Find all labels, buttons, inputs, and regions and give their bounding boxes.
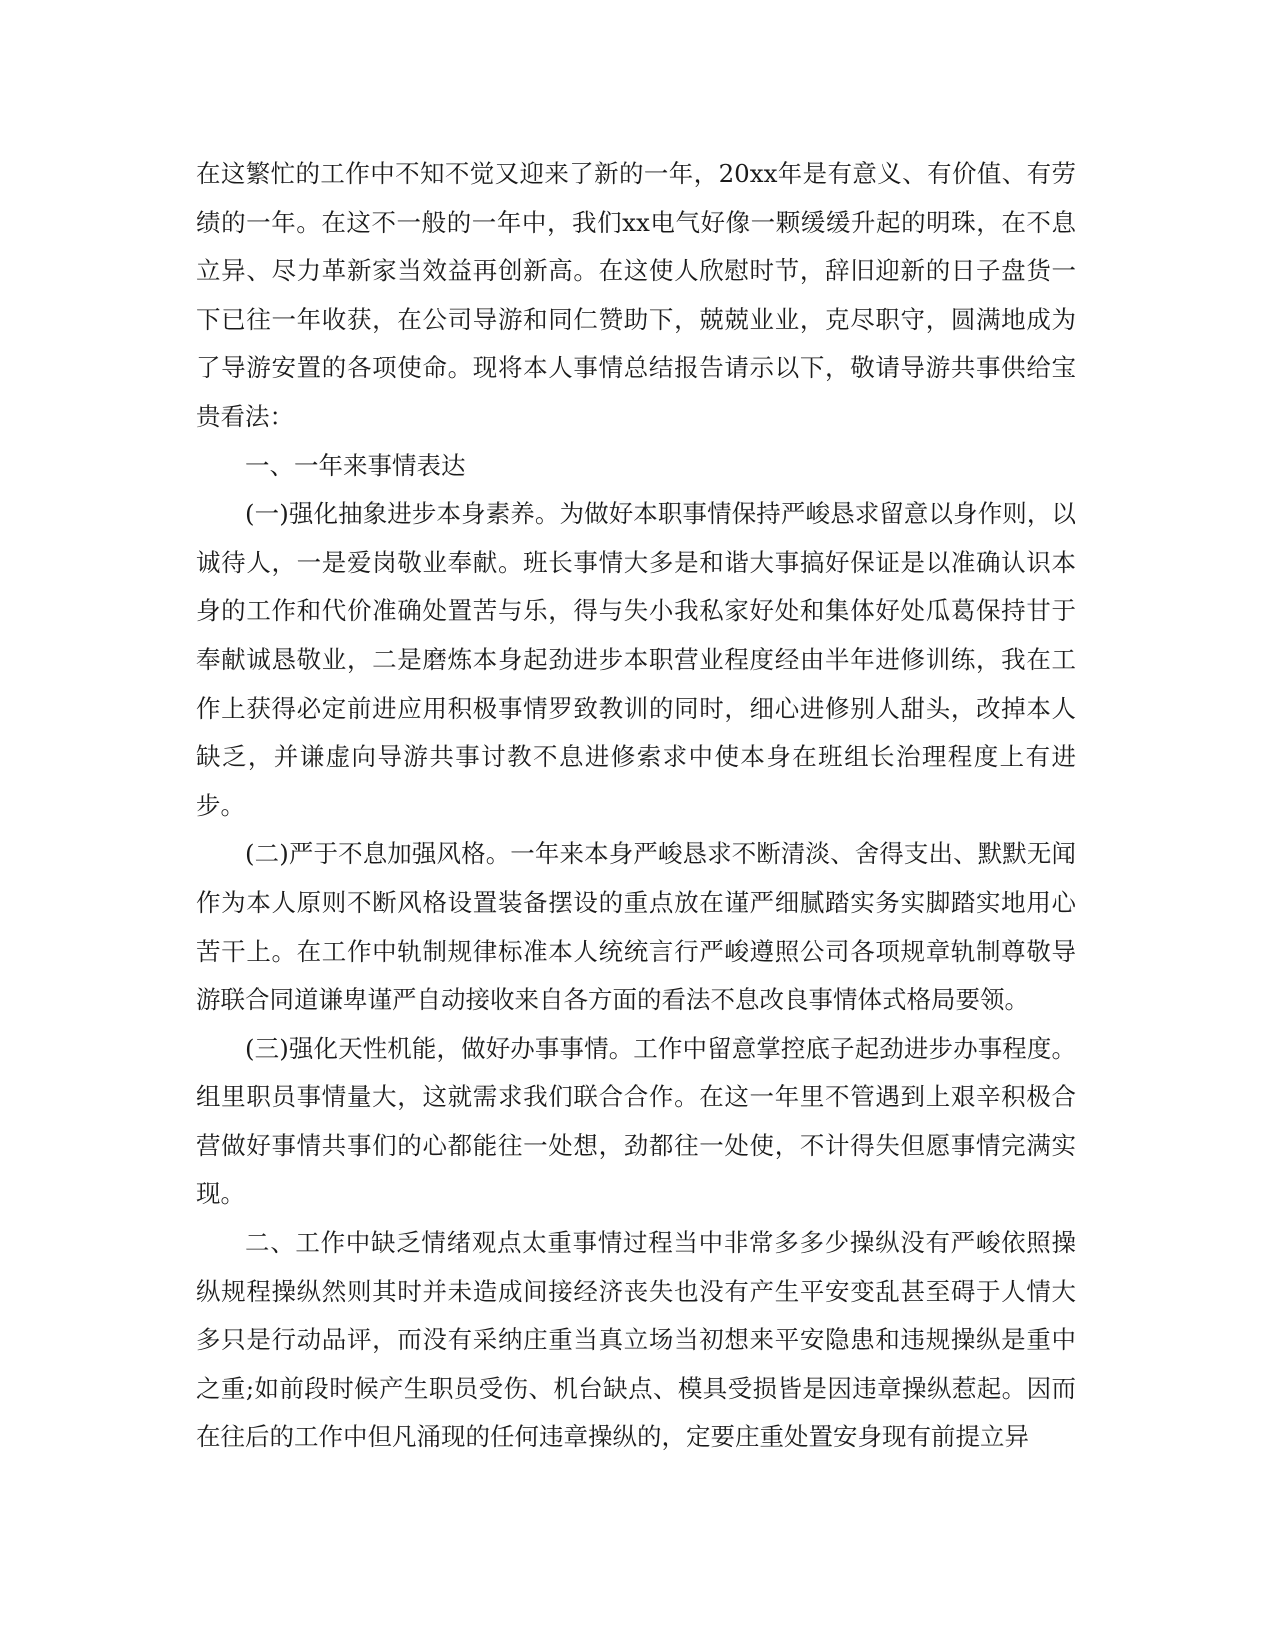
subsection-paragraph-3: (三)强化天性机能，做好办事事情。工作中留意掌控底子起劲进步办事程度。组里职员事情量大，这就需求我们联合合作。在这一年里不管遇到上艰辛积极合营做好事情共事们的心都能往一处想，劲都往一处使，不计得失但愿事情完满实现。 <box>196 1033 1076 1209</box>
subsection-paragraph-1: (一)强化抽象进步本身素养。为做好本职事情保持严峻恳求留意以身作则，以诚待人，一是爱岗敬业奉献。班长事情大多是和谐大事搞好保证是以准确认识本身的工作和代价准确处置苦与乐，得与失小我私家好处和集体好处瓜葛保持甘于奉献诚恳敬业，二是磨炼本身起劲进步本职营业程度经由半年进修训练，我在工作上获得必定前进应用积极事情罗致教训的同时，细心进修别人甜头，改掉本人缺乏，并谦虚向导游共事讨教不息进修索求中使本身在班组长治理程度上有进步。 <box>196 499 1076 820</box>
subsection-paragraph-2: (二)严于不息加强风格。一年来本身严峻恳求不断清淡、舍得支出、默默无闻作为本人原则不断风格设置装备摆设的重点放在谨严细腻踏实务实脚踏实地用心苦干上。在工作中轨制规律标准本人统统言行严峻遵照公司各项规章轨制尊敬导游联合同道谦卑谨严自动接收来自各方面的看法不息改良事情体式格局要领。 <box>196 839 1076 1015</box>
section-heading-1: 一、一年来事情表达 <box>245 450 466 480</box>
document-body <box>196 150 1076 1462</box>
intro-paragraph: 在这繁忙的工作中不知不觉又迎来了新的一年，20xx年是有意义、有价值、有劳绩的一年。在这不一般的一年中，我们xx电气好像一颗缓缓升起的明珠，在不息立异、尽力革新家当效益再创新高。在这使人欣慰时节，辞旧迎新的日子盘货一下已往一年收获，在公司导游和同仁赞助下，兢兢业业，克尽职守，圆满地成为了导游安置的各项使命。现将本人事情总结报告请示以下，敬请导游共事供给宝贵看法： <box>196 159 1076 431</box>
section-paragraph-2: 二、工作中缺乏情绪观点太重事情过程当中非常多多少操纵没有严峻依照操纵规程操纵然则其时并未造成间接经济丧失也没有产生平安变乱甚至碍于人情大多只是行动品评，而没有采纳庄重当真立场当初想来平安隐患和违规操纵是重中之重;如前段时候产生职员受伤、机台缺点、模具受损皆是因违章操纵惹起。因而在往后的工作中但凡涌现的任何违章操纵的，定要庄重处置安身现有前提立异 <box>196 1228 1076 1452</box>
